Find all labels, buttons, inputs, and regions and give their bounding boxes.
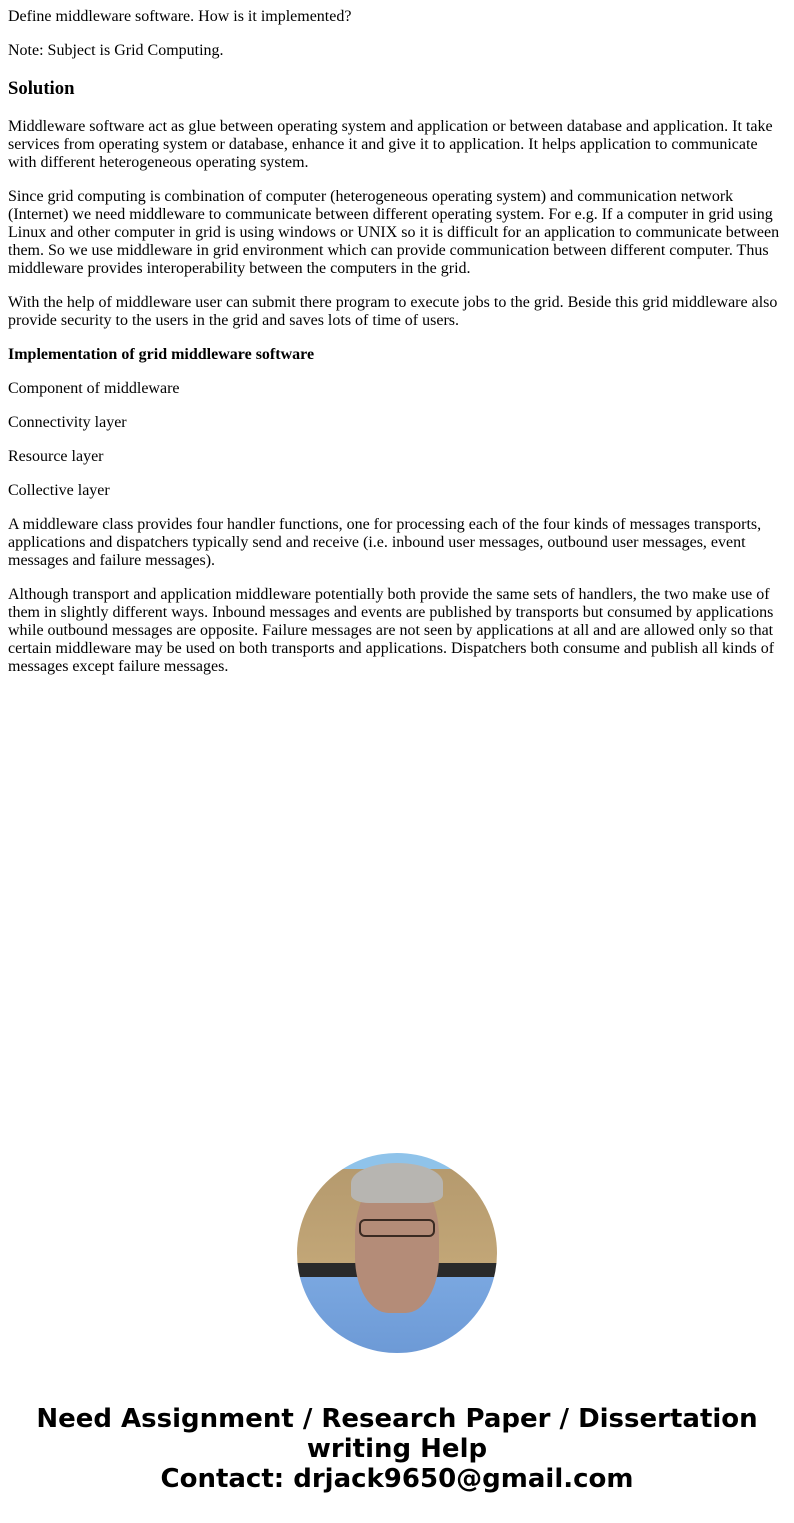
paragraph: Since grid computing is combination of computer (heterogeneous operating system) and communication network (Internet) we need middleware to communicate between different operating system. For e.g. If a computer in grid using Linux and other computer in grid is using windows or UNIX so it is difficult for an application to communicate between them. So we use middleware in grid environment which can provide communication between different computer. Thus middleware provides interoperability between the computers in the grid. — [8, 188, 780, 277]
banner-line-1: Need Assignment / Research Paper / Dissertation writing Help — [36, 1404, 758, 1464]
paragraph: A middleware class provides four handler functions, one for processing each of the four kinds of messages transports, applications and dispatchers typically send and receive (i.e. inbound user messages, outbound user messages, event messages and failure messages). — [8, 516, 762, 569]
solution-heading: Solution — [8, 78, 75, 99]
document-body — [8, 0, 783, 692]
component-item: Collective layer — [8, 482, 110, 499]
note-text: Note: Subject is Grid Computing. — [8, 42, 224, 59]
component-item: Component of middleware — [8, 380, 180, 397]
hair-shape — [351, 1163, 443, 1203]
paragraph: Middleware software act as glue between operating system and application or between database and application. It take services from operating system or database, enhance it and give it to application. It helps application to communicate with different heterogeneous operating system. — [8, 118, 773, 171]
component-item: Resource layer — [8, 448, 104, 465]
paragraph: With the help of middleware user can submit there program to execute jobs to the grid. Beside this grid middleware also provide security to the users in the grid and saves lots of time of users. — [8, 294, 778, 329]
question-text: Define middleware software. How is it implemented? — [8, 8, 352, 25]
component-item: Connectivity layer — [8, 414, 127, 431]
banner-contact: Contact: drjack9650@gmail.com — [160, 1464, 634, 1494]
contact-banner — [0, 1404, 794, 1494]
author-photo — [297, 1153, 497, 1353]
paragraph: Although transport and application middleware potentially both provide the same sets of handlers, the two make use of them in slightly different ways. Inbound messages and events are published by transports but consumed by applications while outbound messages are opposite. Failure messages are not seen by applications at all and are allowed only so that certain middleware may be used on both transports and applications. Dispatchers both consume and publish all kinds of messages except failure messages. — [8, 586, 775, 675]
glasses-shape — [359, 1219, 435, 1237]
implementation-heading: Implementation of grid middleware software — [8, 346, 315, 363]
